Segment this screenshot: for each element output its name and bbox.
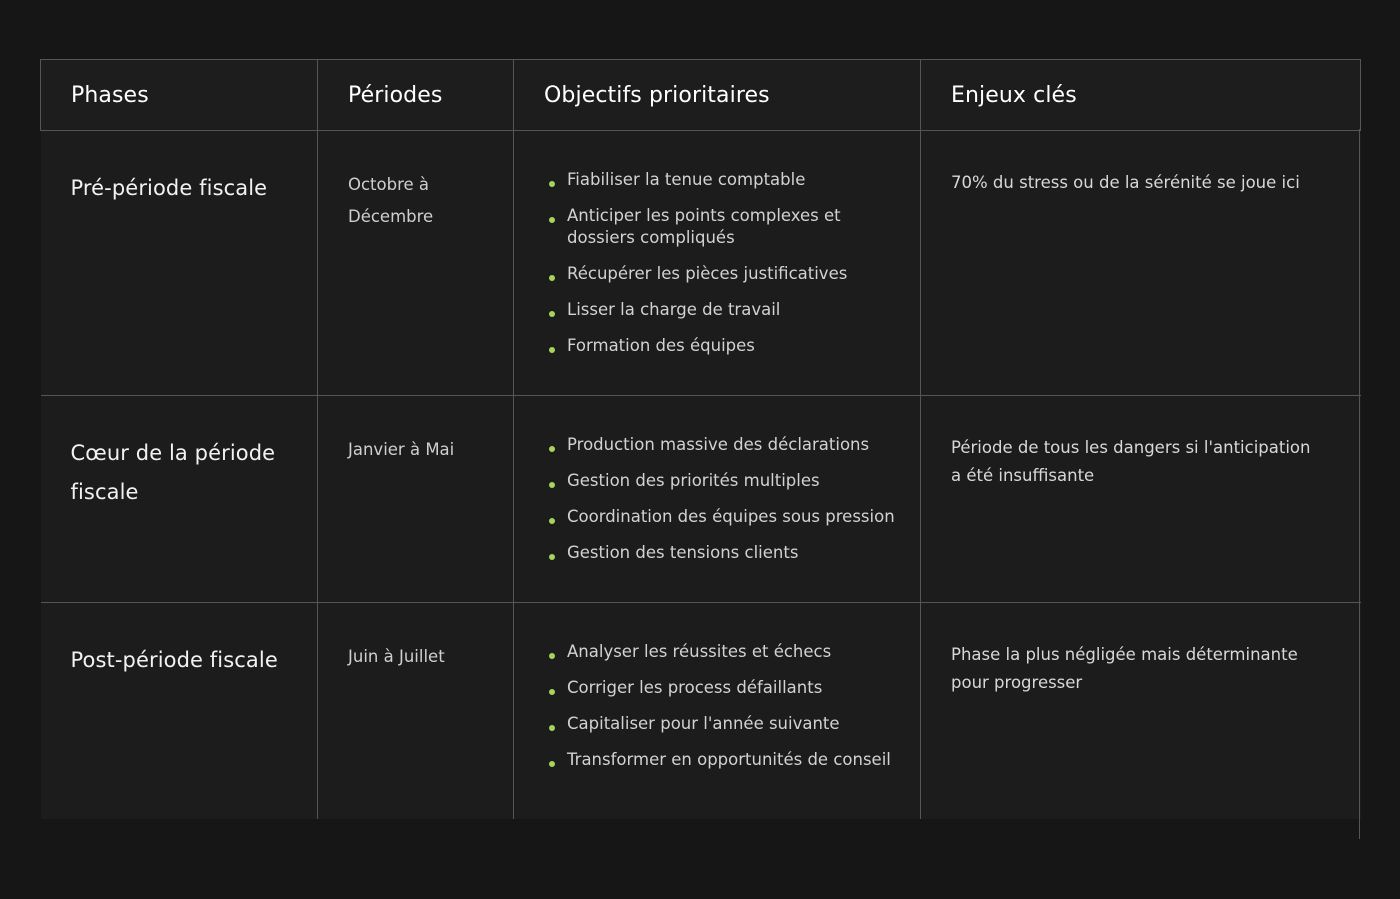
list-item-label: Gestion des priorités multiples	[567, 471, 820, 490]
list-item-label: Transformer en opportunités de conseil	[567, 750, 891, 769]
fiscal-period-table	[40, 59, 1361, 819]
table-row	[41, 396, 1361, 603]
phase-label: Post-période fiscale	[70, 648, 278, 672]
bullet-dot-icon	[549, 217, 555, 223]
list-item-label: Production massive des déclarations	[567, 435, 870, 454]
list-item	[544, 713, 902, 735]
bullet-dot-icon	[549, 725, 555, 731]
list-item-label: Récupérer les pièces justificatives	[567, 264, 848, 283]
enjeux-label: 70% du stress ou de la sérénité se joue ici	[951, 173, 1300, 192]
bullet-dot-icon	[549, 275, 555, 281]
periode-label: Janvier à Mai	[348, 440, 455, 459]
table-body	[41, 131, 1361, 820]
bullet-dot-icon	[549, 347, 555, 353]
cell-phase	[41, 396, 318, 603]
cell-objectifs	[514, 603, 921, 820]
bullet-dot-icon	[549, 311, 555, 317]
bullet-dot-icon	[549, 554, 555, 560]
column-header-objectifs: Objectifs prioritaires	[514, 60, 921, 131]
enjeux-label: Phase la plus négligée mais déterminante pour progresser	[951, 645, 1298, 692]
table-header-row	[41, 60, 1361, 131]
list-item	[544, 749, 902, 771]
cell-periode	[318, 603, 514, 820]
bullet-dot-icon	[549, 518, 555, 524]
cell-periode	[318, 131, 514, 396]
list-item	[544, 542, 902, 564]
list-item-label: Coordination des équipes sous pression	[567, 507, 895, 526]
list-item-label: Gestion des tensions clients	[567, 543, 799, 562]
objectifs-list	[544, 641, 902, 771]
list-item-label: Lisser la charge de travail	[567, 300, 781, 319]
list-item	[544, 641, 902, 663]
bullet-dot-icon	[549, 761, 555, 767]
cell-enjeux	[921, 131, 1361, 396]
list-item	[544, 169, 902, 191]
list-item	[544, 299, 902, 321]
phase-label: Cœur de la période fiscale	[70, 441, 276, 504]
list-item	[544, 263, 902, 285]
list-item-label: Corriger les process défaillants	[567, 678, 823, 697]
column-header-enjeux: Enjeux clés	[921, 60, 1361, 131]
list-item	[544, 205, 902, 249]
bullet-dot-icon	[549, 689, 555, 695]
cell-periode	[318, 396, 514, 603]
periode-label: Juin à Juillet	[348, 647, 445, 666]
cell-phase	[41, 131, 318, 396]
list-item-label: Fiabiliser la tenue comptable	[567, 170, 806, 189]
list-item-label: Analyser les réussites et échecs	[567, 642, 832, 661]
table-row	[41, 603, 1361, 820]
list-item	[544, 335, 902, 357]
list-item	[544, 677, 902, 699]
bullet-dot-icon	[549, 482, 555, 488]
cell-objectifs	[514, 396, 921, 603]
objectifs-list	[544, 169, 902, 357]
periode-label: Octobre à Décembre	[348, 175, 434, 226]
enjeux-label: Période de tous les dangers si l'anticipation a été insuffisante	[951, 438, 1311, 485]
bullet-dot-icon	[549, 446, 555, 452]
list-item-label: Formation des équipes	[567, 336, 755, 355]
list-item-label: Anticiper les points complexes et dossiers compliqués	[567, 206, 841, 247]
objectifs-list	[544, 434, 902, 564]
table-row	[41, 131, 1361, 396]
cell-enjeux	[921, 396, 1361, 603]
column-header-phases: Phases	[41, 60, 318, 131]
table-header	[41, 60, 1361, 131]
cell-phase	[41, 603, 318, 820]
bullet-dot-icon	[549, 181, 555, 187]
fiscal-period-table-container	[40, 59, 1360, 819]
list-item	[544, 506, 902, 528]
list-item	[544, 434, 902, 456]
list-item	[544, 470, 902, 492]
bullet-dot-icon	[549, 653, 555, 659]
list-item-label: Capitaliser pour l'année suivante	[567, 714, 840, 733]
table-right-edge-divider	[1359, 129, 1360, 839]
phase-label: Pré-période fiscale	[70, 176, 268, 200]
cell-enjeux	[921, 603, 1361, 820]
cell-objectifs	[514, 131, 921, 396]
column-header-periodes: Périodes	[318, 60, 514, 131]
